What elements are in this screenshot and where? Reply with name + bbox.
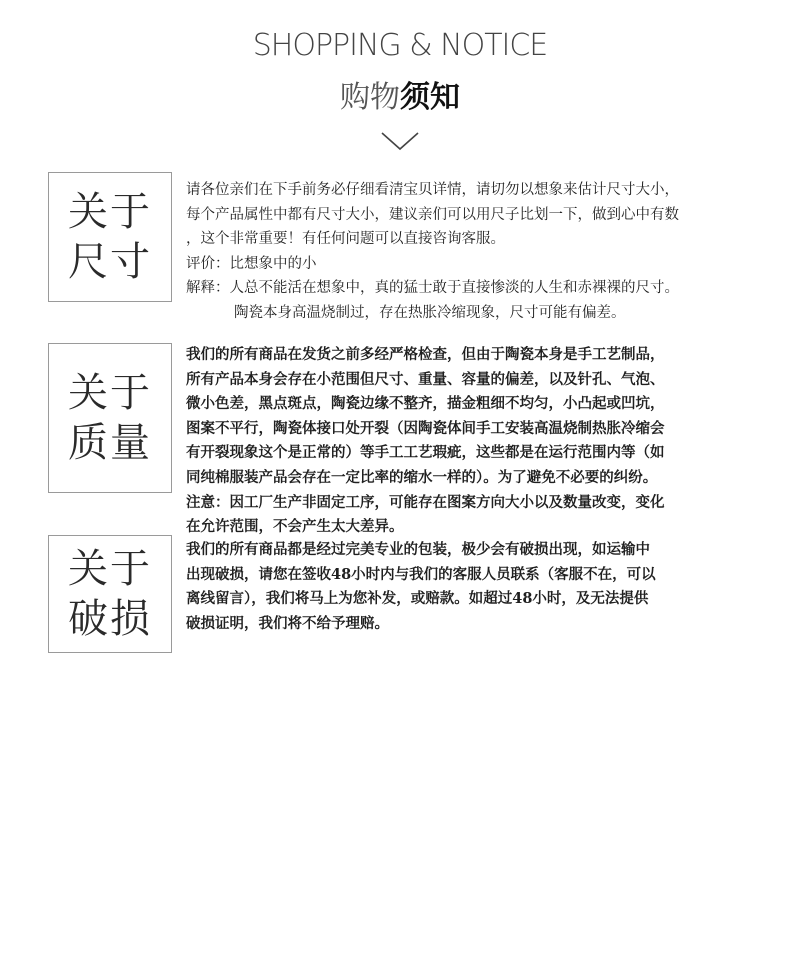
text-line: 评价：比想象中的小 bbox=[186, 255, 317, 272]
section-damage-text bbox=[186, 538, 766, 636]
text-line: 注意：因工厂生产非固定工序，可能存在图案方向大小以及数量改变，变化 bbox=[186, 493, 665, 511]
text-line: 我们的所有商品都是经过完美专业的包装，极少会有破损出现，如运输中 bbox=[186, 541, 650, 558]
section-size-text bbox=[186, 178, 766, 326]
label-line2: 尺寸 bbox=[68, 239, 152, 285]
text-line: 解释：人总不能活在想象中，真的猛士敢于直接惨淡的人生和赤裸裸的尺寸。 bbox=[186, 280, 679, 297]
text-line: ，这个非常重要！有任何问题可以直接咨询客服。 bbox=[186, 231, 505, 248]
text-line: 每个产品属性中都有尺寸大小，建议亲们可以用尺子比划一下，做到心中有数 bbox=[186, 206, 679, 223]
text-line: 请各位亲们在下手前务必仔细看清宝贝详情，请切勿以想象来估计尺寸大小， bbox=[186, 182, 679, 198]
header-title-cn-light: 购物 bbox=[340, 80, 400, 115]
text-line: 在允许范围，不会产生太大差异。 bbox=[186, 518, 404, 536]
label-box-quality bbox=[48, 343, 172, 493]
text-line: 破损证明，我们将不给予理赔。 bbox=[186, 614, 389, 632]
label-line2: 质量 bbox=[68, 420, 152, 466]
chevron-down-icon bbox=[380, 130, 420, 152]
text-line: 微小色差，黑点斑点，陶瓷边缘不整齐，描金粗细不均匀，小凸起或凹坑， bbox=[186, 395, 665, 413]
header-title-cn-bold: 须知 bbox=[400, 80, 460, 115]
text-line: 所有产品本身会存在小范围但尺寸、重量、容量的偏差，以及针孔、气泡、 bbox=[186, 370, 665, 388]
text-line: 出现破损，请您在签收48小时内与我们的客服人员联系（客服不在，可以 bbox=[186, 565, 656, 583]
section-quality-text bbox=[186, 343, 766, 540]
label-line1: 关于 bbox=[68, 370, 152, 416]
text-line: 图案不平行，陶瓷体接口处开裂（因陶瓷体间手工安装高温烧制热胀冷缩会 bbox=[186, 419, 665, 437]
header-title-cn bbox=[0, 72, 800, 116]
label-line1: 关于 bbox=[68, 189, 152, 235]
text-line: 有开裂现象这个是正常的）等手工工艺瑕疵，这些都是在运行范围内等（如 bbox=[186, 444, 665, 462]
text-line: 我们的所有商品在发货之前多经严格检查，但由于陶瓷本身是手工艺制品， bbox=[186, 346, 665, 363]
label-box-size bbox=[48, 172, 172, 302]
label-box-damage bbox=[48, 535, 172, 653]
text-line: 同纯棉服装产品会存在一定比率的缩水一样的）。为了避免不必要的纠纷。 bbox=[186, 468, 658, 486]
text-line: 离线留言），我们将马上为您补发，或赔款。如超过48小时，及无法提供 bbox=[186, 590, 649, 608]
label-line1: 关于 bbox=[68, 546, 152, 592]
label-line2: 破损 bbox=[68, 596, 152, 642]
header-title-en: SHOPPING & NOTICE bbox=[252, 28, 548, 63]
text-line: 陶瓷本身高温烧制过，存在热胀冷缩现象，尺寸可能有偏差。 bbox=[234, 304, 626, 321]
